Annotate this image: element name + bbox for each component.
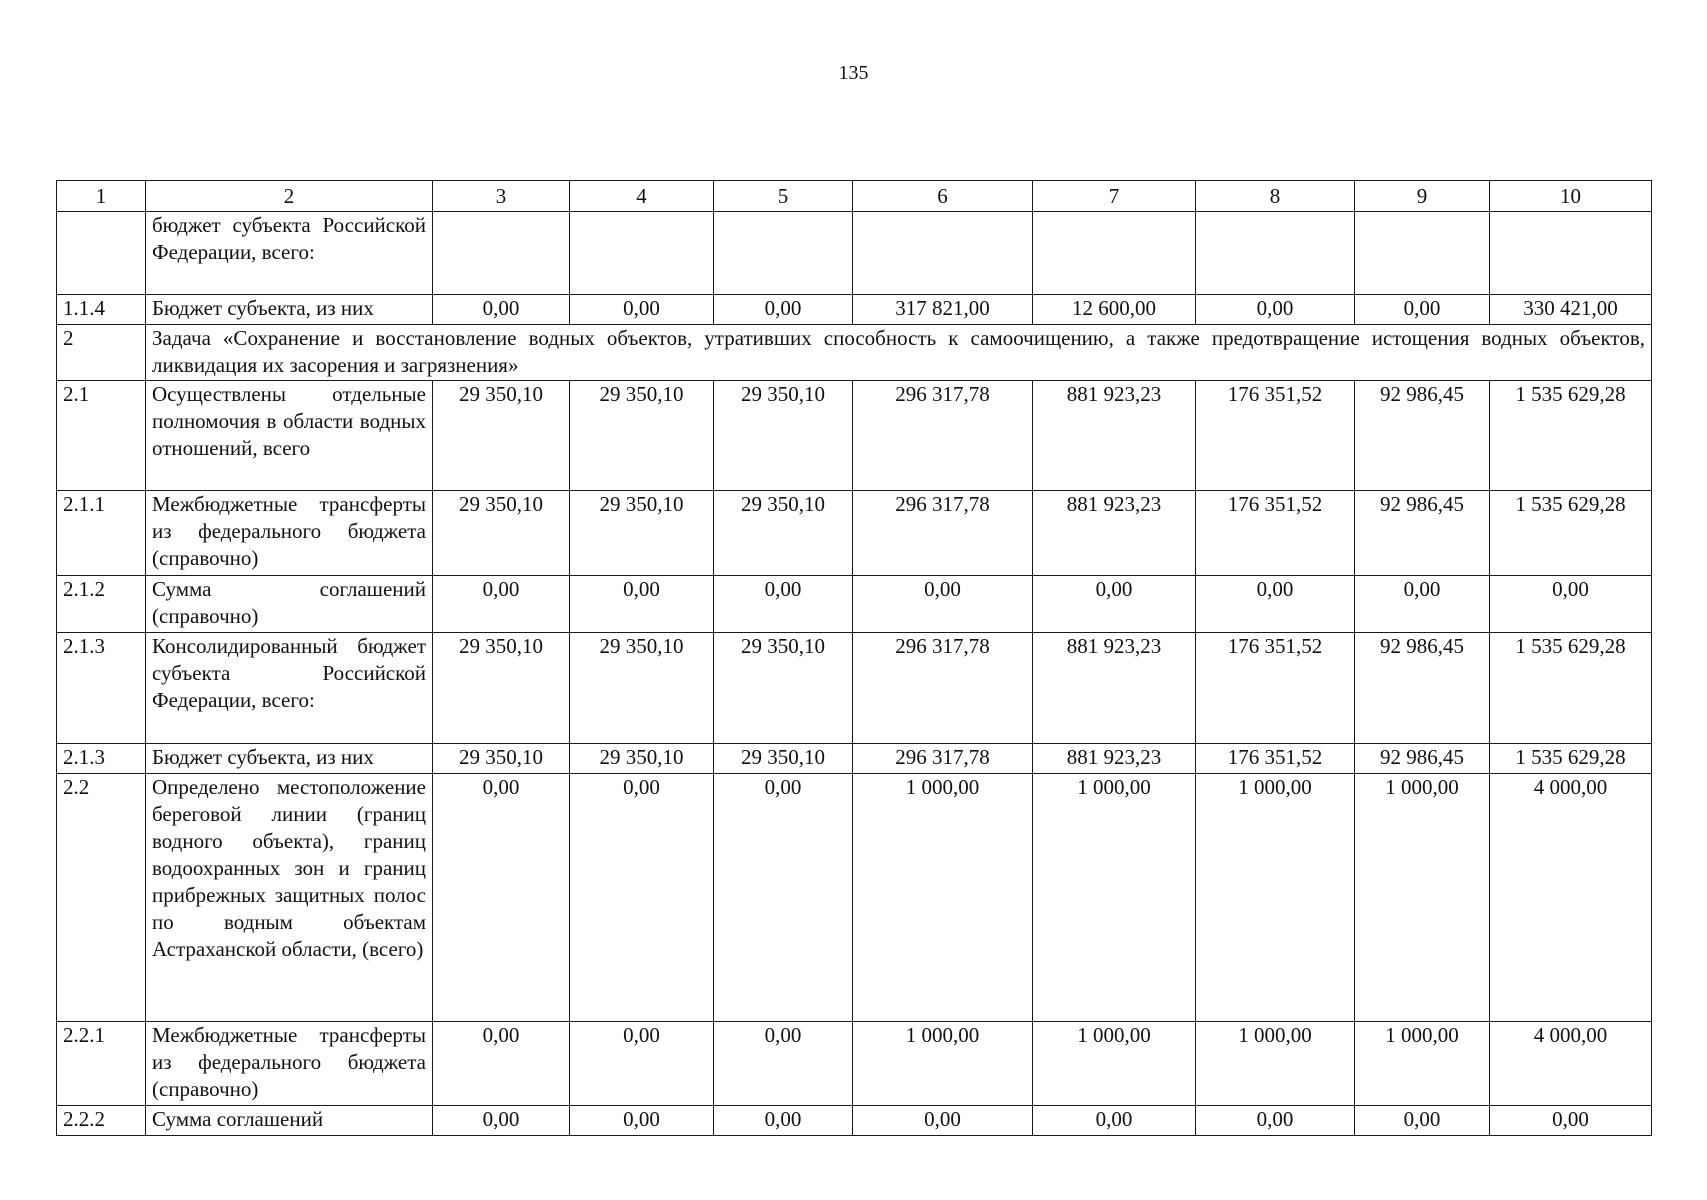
value-cell: 0,00 — [1033, 576, 1196, 633]
value-cell: 1 000,00 — [1033, 1022, 1196, 1106]
value-cell: 29 350,10 — [714, 381, 853, 491]
value-cell — [1355, 212, 1490, 295]
value-cell: 0,00 — [714, 295, 853, 325]
value-cell: 0,00 — [714, 576, 853, 633]
value-cell: 0,00 — [1490, 576, 1652, 633]
value-cell: 0,00 — [433, 1022, 570, 1106]
value-cell: 1 000,00 — [853, 774, 1033, 1022]
table-row — [57, 576, 1652, 633]
value-cell — [853, 212, 1033, 295]
row-description: Сумма соглашений (справочно) — [146, 576, 433, 633]
column-number-row — [57, 181, 1652, 212]
column-header: 9 — [1355, 181, 1490, 212]
value-cell: 0,00 — [570, 1022, 714, 1106]
row-description: Межбюджетные трансферты из федерального бюджета (справочно) — [146, 1022, 433, 1106]
value-cell: 1 535 629,28 — [1490, 744, 1652, 774]
value-cell: 0,00 — [1490, 1106, 1652, 1136]
column-header: 6 — [853, 181, 1033, 212]
value-cell: 1 535 629,28 — [1490, 381, 1652, 491]
value-cell: 176 351,52 — [1196, 491, 1355, 576]
budget-table — [56, 180, 1652, 1136]
column-header: 3 — [433, 181, 570, 212]
value-cell: 29 350,10 — [570, 744, 714, 774]
row-description: Консолидированный бюджет субъекта Российской Федерации, всего: — [146, 633, 433, 744]
value-cell — [1196, 212, 1355, 295]
value-cell: 0,00 — [1196, 1106, 1355, 1136]
value-cell: 296 317,78 — [853, 633, 1033, 744]
row-number: 2.1.3 — [57, 744, 146, 774]
row-number: 2 — [57, 325, 146, 381]
value-cell: 1 000,00 — [853, 1022, 1033, 1106]
value-cell: 0,00 — [1355, 576, 1490, 633]
value-cell: 296 317,78 — [853, 381, 1033, 491]
value-cell: 92 986,45 — [1355, 633, 1490, 744]
table-row — [57, 212, 1652, 295]
value-cell — [1033, 212, 1196, 295]
column-header: 10 — [1490, 181, 1652, 212]
value-cell: 1 000,00 — [1196, 1022, 1355, 1106]
value-cell: 0,00 — [433, 576, 570, 633]
row-description: Бюджет субъекта, из них — [146, 744, 433, 774]
value-cell: 0,00 — [714, 1022, 853, 1106]
value-cell: 29 350,10 — [570, 633, 714, 744]
value-cell: 881 923,23 — [1033, 633, 1196, 744]
column-header: 4 — [570, 181, 714, 212]
table-row — [57, 744, 1652, 774]
value-cell: 0,00 — [1196, 295, 1355, 325]
table-row — [57, 633, 1652, 744]
value-cell: 0,00 — [433, 1106, 570, 1136]
value-cell: 0,00 — [714, 1106, 853, 1136]
value-cell: 296 317,78 — [853, 744, 1033, 774]
value-cell: 1 000,00 — [1196, 774, 1355, 1022]
task-description: Задача «Сохранение и восстановление водных объектов, утративших способность к самоочищению, а также предотвращение истощения водных объектов, ликвидация их засорения и загрязнения» — [146, 325, 1652, 381]
value-cell: 0,00 — [714, 774, 853, 1022]
value-cell: 92 986,45 — [1355, 744, 1490, 774]
table-row — [57, 491, 1652, 576]
value-cell: 176 351,52 — [1196, 633, 1355, 744]
table-row — [57, 774, 1652, 1022]
value-cell: 0,00 — [1355, 295, 1490, 325]
row-number — [57, 212, 146, 295]
value-cell: 0,00 — [570, 774, 714, 1022]
value-cell — [433, 212, 570, 295]
row-number: 2.1.1 — [57, 491, 146, 576]
value-cell: 29 350,10 — [714, 633, 853, 744]
value-cell: 92 986,45 — [1355, 491, 1490, 576]
table-row — [57, 1106, 1652, 1136]
value-cell: 881 923,23 — [1033, 744, 1196, 774]
value-cell: 0,00 — [570, 1106, 714, 1136]
value-cell: 0,00 — [570, 576, 714, 633]
value-cell: 29 350,10 — [570, 491, 714, 576]
row-description: Определено местоположение береговой линии (границ водного объекта), границ водоохранных зон и границ прибрежных защитных полос по водным объектам Астраханской области, (всего) — [146, 774, 433, 1022]
value-cell: 92 986,45 — [1355, 381, 1490, 491]
value-cell: 1 535 629,28 — [1490, 633, 1652, 744]
row-number: 2.1 — [57, 381, 146, 491]
value-cell: 0,00 — [433, 774, 570, 1022]
column-header: 2 — [146, 181, 433, 212]
value-cell — [714, 212, 853, 295]
value-cell — [1490, 212, 1652, 295]
value-cell: 4 000,00 — [1490, 774, 1652, 1022]
value-cell: 29 350,10 — [570, 381, 714, 491]
value-cell: 330 421,00 — [1490, 295, 1652, 325]
value-cell: 176 351,52 — [1196, 744, 1355, 774]
value-cell: 1 000,00 — [1033, 774, 1196, 1022]
value-cell: 0,00 — [1033, 1106, 1196, 1136]
value-cell: 317 821,00 — [853, 295, 1033, 325]
value-cell: 12 600,00 — [1033, 295, 1196, 325]
value-cell: 29 350,10 — [714, 744, 853, 774]
value-cell: 1 000,00 — [1355, 774, 1490, 1022]
row-number: 2.1.2 — [57, 576, 146, 633]
value-cell — [570, 212, 714, 295]
value-cell: 29 350,10 — [433, 381, 570, 491]
value-cell: 0,00 — [853, 576, 1033, 633]
value-cell: 296 317,78 — [853, 491, 1033, 576]
value-cell: 29 350,10 — [433, 491, 570, 576]
row-number: 1.1.4 — [57, 295, 146, 325]
row-number: 2.2 — [57, 774, 146, 1022]
row-number: 2.2.2 — [57, 1106, 146, 1136]
value-cell: 0,00 — [570, 295, 714, 325]
column-header: 7 — [1033, 181, 1196, 212]
column-header: 5 — [714, 181, 853, 212]
value-cell: 29 350,10 — [433, 744, 570, 774]
table-row — [57, 381, 1652, 491]
table-row — [57, 1022, 1652, 1106]
row-description: Осуществлены отдельные полномочия в области водных отношений, всего — [146, 381, 433, 491]
row-description: Сумма соглашений — [146, 1106, 433, 1136]
column-header: 1 — [57, 181, 146, 212]
row-number: 2.2.1 — [57, 1022, 146, 1106]
value-cell: 176 351,52 — [1196, 381, 1355, 491]
table-row — [57, 325, 1652, 381]
value-cell: 0,00 — [1196, 576, 1355, 633]
value-cell: 1 000,00 — [1355, 1022, 1490, 1106]
table-row — [57, 295, 1652, 325]
column-header: 8 — [1196, 181, 1355, 212]
value-cell: 881 923,23 — [1033, 381, 1196, 491]
row-description: бюджет субъекта Российской Федерации, всего: — [146, 212, 433, 295]
value-cell: 1 535 629,28 — [1490, 491, 1652, 576]
value-cell: 4 000,00 — [1490, 1022, 1652, 1106]
value-cell: 0,00 — [433, 295, 570, 325]
page-number: 135 — [838, 62, 869, 84]
value-cell: 29 350,10 — [433, 633, 570, 744]
row-description: Межбюджетные трансферты из федерального бюджета (справочно) — [146, 491, 433, 576]
value-cell: 29 350,10 — [714, 491, 853, 576]
value-cell: 881 923,23 — [1033, 491, 1196, 576]
row-description: Бюджет субъекта, из них — [146, 295, 433, 325]
row-number: 2.1.3 — [57, 633, 146, 744]
value-cell: 0,00 — [1355, 1106, 1490, 1136]
value-cell: 0,00 — [853, 1106, 1033, 1136]
